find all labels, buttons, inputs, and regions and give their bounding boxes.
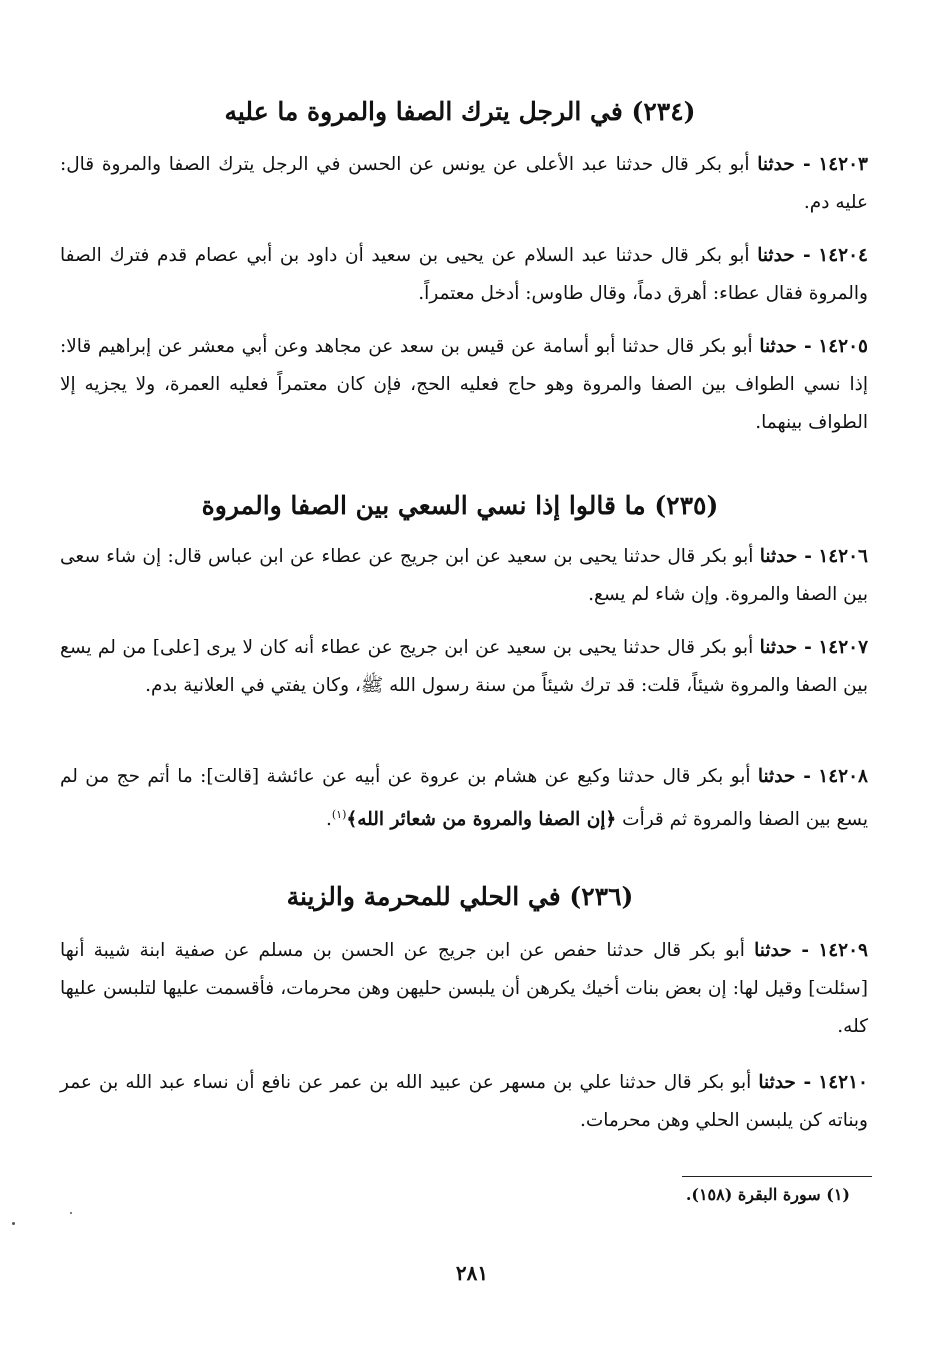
hadith-text: أبو بكر قال حدثنا عبد السلام عن يحيى بن سعيد أن داود بن أبي عصام قدم فترك الصفا والمروة فقال عطاء: أهرق دماً، وقال طاوس: أدخل معتمراً. xyxy=(60,245,868,304)
hadith-number: ١٤٢٠٥ xyxy=(818,336,868,357)
hadith-lead-word: حدثنا xyxy=(758,1072,796,1093)
hadith-lead-word: حدثنا xyxy=(759,546,798,567)
hadith-lead-word: حدثنا xyxy=(754,940,792,961)
hadith-14208: ١٤٢٠٨ - حدثنا أبو بكر قال حدثنا وكيع عن هشام بن عروة عن أبيه عن عائشة [قالت]: ما أتم حج من لم يسع بين الصفا والمروة ثم قرأت ﴿إن الصفا والمروة من شعائر الله﴾$^{(١)}$. xyxy=(60,766,868,831)
hadith-text: أبو بكر قال حدثنا علي بن مسهر عن عبيد الله بن عمر عن نافع أن نساء عبد الله بن عمر وبناته كن يلبسن الحلي وهن محرمات. xyxy=(60,1072,868,1131)
hadith-number: ١٤٢١٠ xyxy=(818,1072,868,1093)
hadith-14210: ١٤٢١٠ - حدثنا أبو بكر قال حدثنا علي بن مسهر عن عبيد الله بن عمر عن نافع أن نساء عبد الله بن عمر وبناته كن يلبسن الحلي وهن محرمات. xyxy=(60,1072,868,1131)
hadith-lead-word: حدثنا xyxy=(759,336,797,357)
quran-quote: ﴿إن الصفا والمروة من شعائر الله﴾ xyxy=(346,809,617,831)
hadith-lead-word: حدثنا xyxy=(757,766,796,787)
footnote-divider xyxy=(682,1176,872,1177)
hadith-text-pre: أبو بكر قال حدثنا xyxy=(617,766,751,787)
hadith-14206: ١٤٢٠٦ - حدثنا أبو بكر قال حدثنا يحيى بن سعيد عن ابن جريج عن عطاء عن ابن عباس قال: إن شاء سعى بين الصفا والمروة. وإن شاء لم يسع. xyxy=(60,546,868,605)
hadith-lead-word: حدثنا xyxy=(757,245,795,266)
hadith-lead-word: حدثنا xyxy=(759,637,798,658)
hadith-number: ١٤٢٠٧ xyxy=(818,637,869,658)
chapter-heading-234: (٢٣٤) في الرجل يترك الصفا والمروة ما عليه xyxy=(224,97,696,126)
hadith-number: ١٤٢٠٦ xyxy=(818,546,868,567)
hadith-text: وكيع عن هشام بن عروة عن أبيه عن عائشة [قالت]: ما أتم حج من لم يسع بين الصفا والمروة ثم قرأت xyxy=(60,766,868,831)
hadith-text: أبو بكر قال حدثنا يحيى بن سعيد عن ابن جريج عن عطاء عن ابن عباس قال: إن شاء سعى بين الصفا والمروة. وإن شاء لم يسع. xyxy=(60,546,868,605)
hadith-14209: ١٤٢٠٩ - حدثنا أبو بكر قال حدثنا حفص عن ابن جريج عن الحسن بن مسلم عن صفية ابنة شيبة أنها [سئلت] وقيل لها: إن بعض بنات أخيك يكرهن أن يلبسن حليهن وهن محرمات، فأقسمت عليها لتلبسن عليها كله. xyxy=(60,940,868,1037)
hadith-14204: ١٤٢٠٤ - حدثنا أبو بكر قال حدثنا عبد السلام عن يحيى بن سعيد أن داود بن أبي عصام قدم فترك الصفا والمروة فقال عطاء: أهرق دماً، وقال طاوس: أدخل معتمراً. xyxy=(60,245,868,304)
hadith-text: أبو بكر قال حدثنا عبد الأعلى عن يونس عن الحسن في الرجل يترك الصفا والمروة قال: عليه دم. xyxy=(60,154,868,213)
page-number: ٢٨١ xyxy=(455,1261,489,1285)
hadith-text: أبو بكر قال حدثنا حفص عن ابن جريج عن الحسن بن مسلم عن صفية ابنة شيبة أنها [سئلت] وقيل لها: إن بعض بنات أخيك يكرهن أن يلبسن حليهن وهن محرمات، فأقسمت عليها لتلبسن عليها كله. xyxy=(60,940,868,1037)
hadith-lead-word: حدثنا xyxy=(757,154,795,175)
hadith-text: أبو بكر قال حدثنا يحيى بن سعيد عن ابن جريج عن عطاء أنه كان لا يرى [على] من لم يسع بين الصفا والمروة شيئاً، قلت: قد ترك شيئاً من سنة رسول الله ﷺ، وكان يفتي في العلانية بدم. xyxy=(60,637,868,696)
hadith-14205: ١٤٢٠٥ - حدثنا أبو بكر قال حدثنا أبو أسامة عن قيس بن سعد عن مجاهد وعن أبي معشر عن إبراهيم قالا: إذا نسي الطواف بين الصفا والمروة وهو حاج فعليه الحج، فإن كان معتمراً فعليه العمرة، ولا يجزيه إلا الطواف بينهما. xyxy=(60,336,868,433)
hadith-14207: ١٤٢٠٧ - حدثنا أبو بكر قال حدثنا يحيى بن سعيد عن ابن جريج عن عطاء أنه كان لا يرى [على] من لم يسع بين الصفا والمروة شيئاً، قلت: قد ترك شيئاً من سنة رسول الله ﷺ، وكان يفتي في العلانية بدم. xyxy=(60,637,869,696)
scan-speck xyxy=(12,1222,15,1225)
hadith-14203: ١٤٢٠٣ - حدثنا أبو بكر قال حدثنا عبد الأعلى عن يونس عن الحسن في الرجل يترك الصفا والمروة قال: عليه دم. xyxy=(60,154,868,213)
hadith-number: ١٤٢٠٨ xyxy=(818,766,868,787)
hadith-text: أبو بكر قال حدثنا أبو أسامة عن قيس بن سعد عن مجاهد وعن أبي معشر عن إبراهيم قالا: إذا نسي الطواف بين الصفا والمروة وهو حاج فعليه الحج، فإن كان معتمراً فعليه العمرة، ولا يجزيه إلا الطواف بينهما. xyxy=(60,336,868,433)
hadith-number: ١٤٢٠٣ xyxy=(818,154,868,175)
chapter-heading-236: (٢٣٦) في الحلي للمحرمة والزينة xyxy=(286,882,634,911)
hadith-number: ١٤٢٠٤ xyxy=(818,245,868,266)
hadith-number: ١٤٢٠٩ xyxy=(818,940,868,961)
scan-speck xyxy=(70,1212,72,1214)
footnote: (١) سورة البقرة (١٥٨). xyxy=(685,1185,850,1204)
chapter-heading-235: (٢٣٥) ما قالوا إذا نسي السعي بين الصفا والمروة xyxy=(201,491,719,520)
footnote-marker: (١) xyxy=(331,808,347,821)
